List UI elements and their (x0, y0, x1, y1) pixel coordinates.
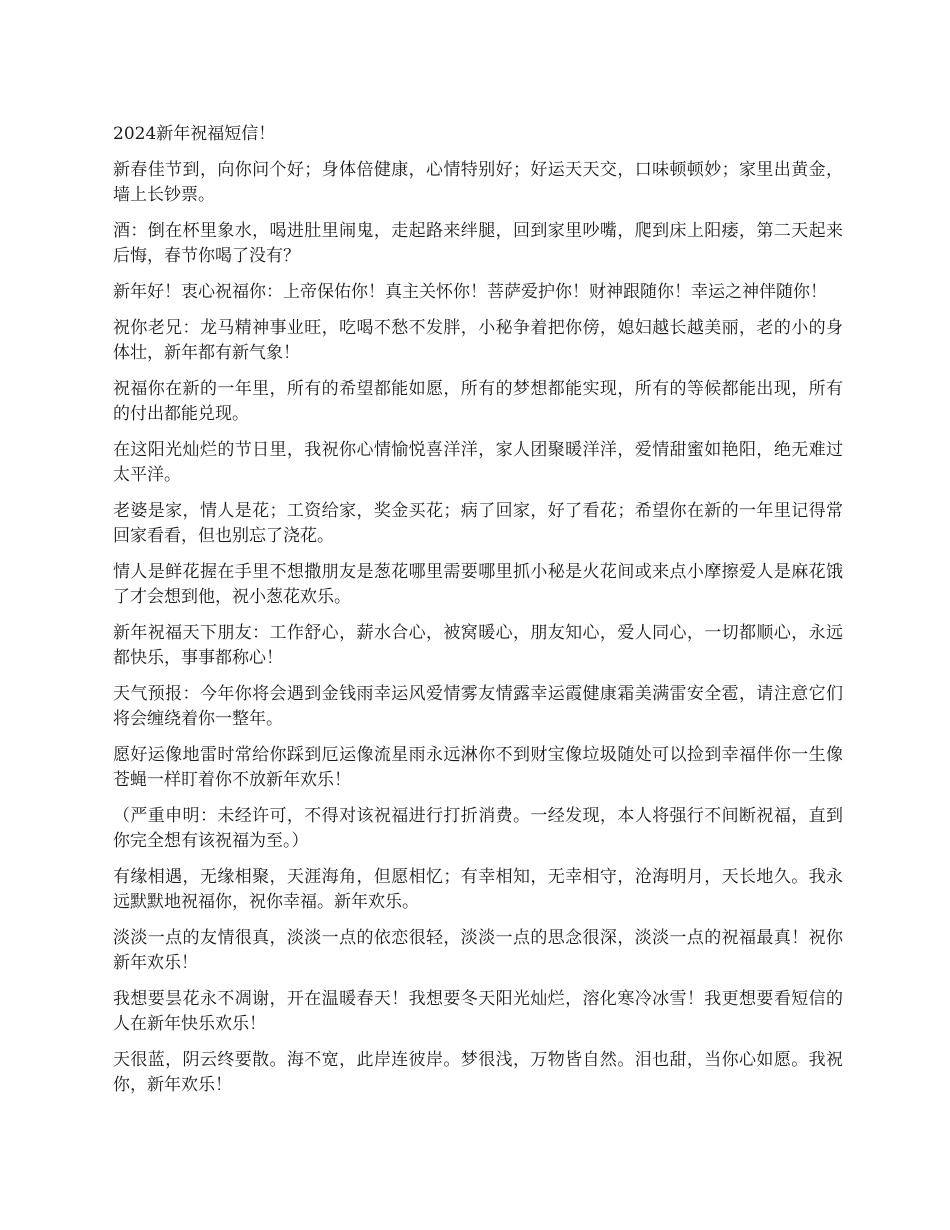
paragraph: 有缘相遇，无缘相聚，天涯海角，但愿相忆；有幸相知，无幸相守，沧海明月，天长地久。我永远默默地祝福你，祝你幸福。新年欢乐。 (113, 867, 843, 912)
paragraph: 天气预报：今年你将会遇到金钱雨幸运风爱情雾友情露幸运霞健康霜美满雷安全雹，请注意它们将会缠绕着你一整年。 (113, 684, 843, 729)
paragraph: 新年祝福天下朋友：工作舒心，薪水合心，被窝暖心，朋友知心，爱人同心，一切都顺心，永远都快乐，事事都称心！ (113, 623, 843, 668)
document-title: 2024新年祝福短信！ (113, 124, 276, 144)
paragraph: 老婆是家，情人是花；工资给家，奖金买花；病了回家，好了看花；希望你在新的一年里记得常回家看看，但也别忘了浇花。 (113, 501, 843, 546)
paragraph: 祝福你在新的一年里，所有的希望都能如愿，所有的梦想都能实现，所有的等候都能出现，所有的付出都能兑现。 (113, 379, 843, 424)
document-page (113, 122, 843, 1109)
paragraph: 新春佳节到，向你问个好；身体倍健康，心情特别好；好运天天交，口味顿顿妙；家里出黄金，墙上长钞票。 (113, 160, 843, 205)
paragraph: 祝你老兄：龙马精神事业旺，吃喝不愁不发胖，小秘争着把你傍，媳妇越长越美丽，老的小的身体壮，新年都有新气象！ (113, 318, 843, 363)
paragraph: 情人是鲜花握在手里不想撒朋友是葱花哪里需要哪里抓小秘是火花间或来点小摩擦爱人是麻花饿了才会想到他，祝小葱花欢乐。 (113, 562, 843, 607)
paragraph: 新年好！衷心祝福你：上帝保佑你！真主关怀你！菩萨爱护你！财神跟随你！幸运之神伴随你！ (113, 282, 827, 302)
paragraph: （严重申明：未经许可，不得对该祝福进行打折消费。一经发现，本人将强行不间断祝福，直到你完全想有该祝福为至。） (113, 806, 843, 851)
paragraph: 在这阳光灿烂的节日里，我祝你心情愉悦喜洋洋，家人团聚暖洋洋，爱情甜蜜如艳阳，绝无难过太平洋。 (113, 440, 843, 485)
paragraph: 酒：倒在杯里象水，喝进肚里闹鬼，走起路来绊腿，回到家里吵嘴，爬到床上阳痿，第二天起来后悔，春节你喝了没有？ (113, 221, 843, 266)
paragraph: 天很蓝，阴云终要散。海不宽，此岸连彼岸。梦很浅，万物皆自然。泪也甜，当你心如愿。我祝你，新年欢乐！ (113, 1050, 843, 1095)
paragraph: 淡淡一点的友情很真，淡淡一点的依恋很轻，淡淡一点的思念很深，淡淡一点的祝福最真！祝你新年欢乐！ (113, 928, 843, 973)
paragraph: 我想要昙花永不凋谢，开在温暖春天！我想要冬天阳光灿烂，溶化寒冷冰雪！我更想要看短信的人在新年快乐欢乐！ (113, 989, 843, 1034)
paragraph: 愿好运像地雷时常给你踩到厄运像流星雨永远淋你不到财宝像垃圾随处可以捡到幸福伴你一生像苍蝇一样盯着你不放新年欢乐！ (113, 745, 843, 790)
